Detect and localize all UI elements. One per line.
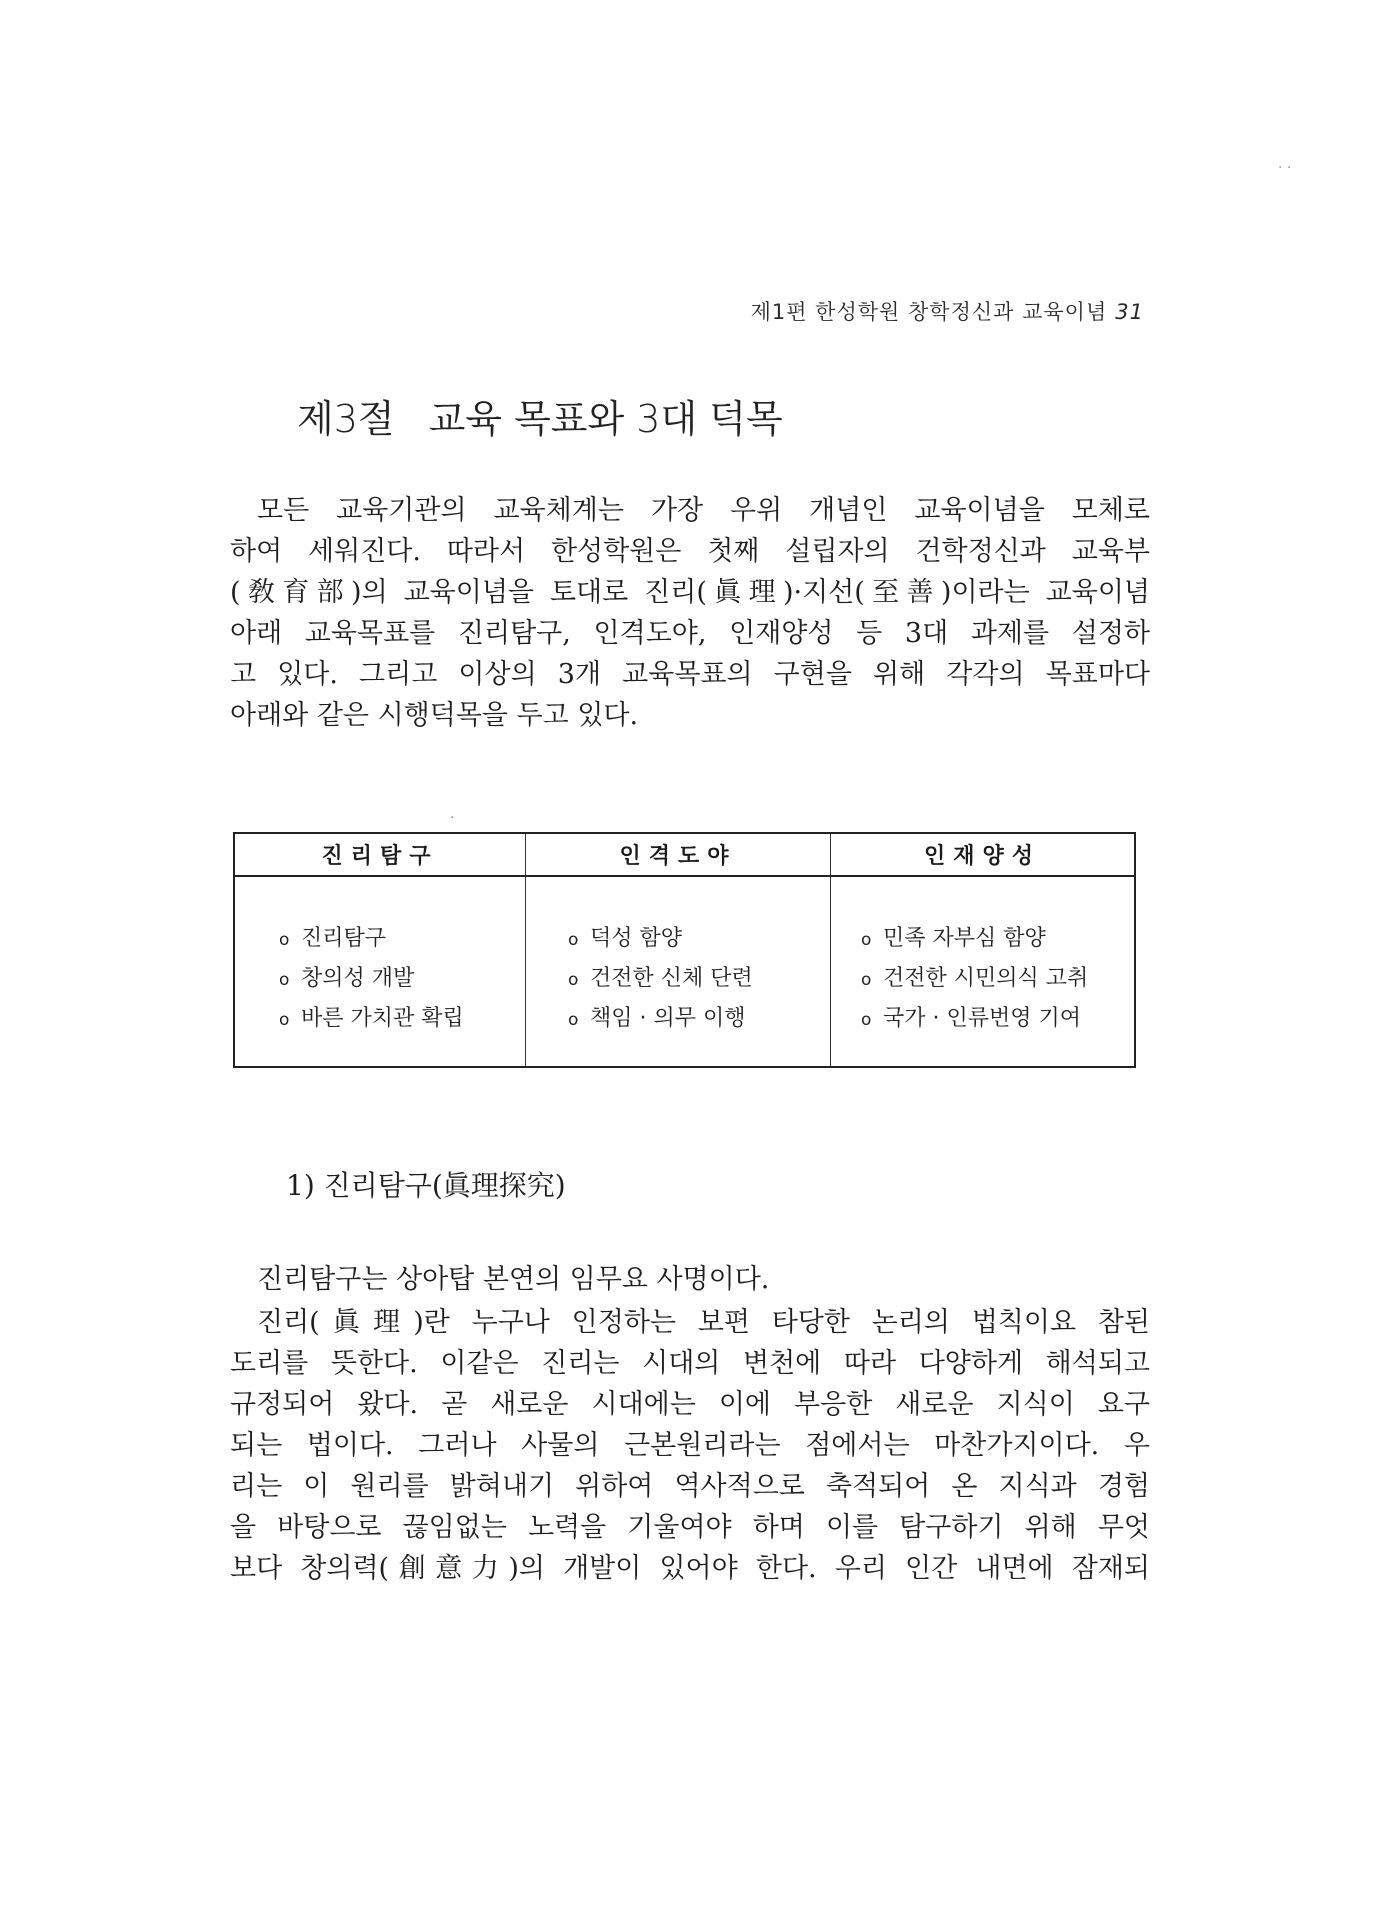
paragraph-line: 되는 법이다. 그러나 사물의 근본원리라는 점에서는 마찬가지이다. 우 bbox=[230, 1430, 1150, 1461]
section-number: 제3절 bbox=[297, 397, 395, 441]
virtue-item: o 진리탐구 bbox=[279, 919, 525, 959]
paragraph-line: 리는 이 원리를 밝혀내기 위하여 역사적으로 축적되어 온 지식과 경험 bbox=[230, 1471, 1150, 1502]
paragraph-line: 모든 교육기관의 교육체계는 가장 우위 개념인 교육이념을 모체로 bbox=[257, 495, 1150, 526]
paragraph-line: (敎育部)의 교육이념을 토대로 진리(眞理)·지선(至善)이라는 교육이념 bbox=[230, 577, 1150, 608]
intro-paragraph bbox=[230, 490, 1150, 736]
column-heading: 진리탐구 bbox=[235, 834, 525, 877]
paragraph-line: 진리(眞理)란 누구나 인정하는 보편 타당한 논리의 법칙이요 참된 bbox=[257, 1307, 1150, 1338]
paragraph-line: 보다 창의력(創意力)의 개발이 있어야 한다. 우리 인간 내면에 잠재되 bbox=[230, 1553, 1150, 1584]
body-lead bbox=[230, 1259, 1150, 1300]
scan-speck: · bbox=[450, 810, 455, 826]
virtue-item: o 국가 · 인류번영 기여 bbox=[861, 999, 1134, 1039]
virtue-list bbox=[526, 877, 830, 1039]
virtue-item: o 덕성 함양 bbox=[568, 919, 830, 959]
running-header-title: 제1편 한성학원 창학정신과 교육이념 bbox=[750, 300, 1108, 324]
virtue-item: o 책임 · 의무 이행 bbox=[568, 999, 830, 1039]
paragraph-line: 진리탐구는 상아탑 본연의 임무요 사명이다. bbox=[257, 1264, 770, 1295]
goals-column-character bbox=[526, 834, 831, 1066]
paragraph-line: 규정되어 왔다. 곧 새로운 시대에는 이에 부응한 새로운 지식이 요구 bbox=[230, 1389, 1150, 1420]
bullet-icon: o bbox=[568, 970, 579, 990]
column-heading: 인격도야 bbox=[526, 834, 830, 877]
virtue-item: o 바른 가치관 확립 bbox=[279, 999, 525, 1039]
goals-column-talent bbox=[831, 834, 1134, 1066]
goals-table bbox=[233, 832, 1136, 1068]
virtue-item: o 민족 자부심 함양 bbox=[861, 919, 1134, 959]
virtue-list bbox=[235, 877, 525, 1039]
virtue-item: o 건전한 신체 단련 bbox=[568, 959, 830, 999]
column-heading: 인재양성 bbox=[831, 834, 1134, 877]
section-title-text: 교육 목표와 3대 덕목 bbox=[428, 397, 783, 441]
bullet-icon: o bbox=[279, 1010, 290, 1030]
paragraph-line: 아래 교육목표를 진리탐구, 인격도야, 인재양성 등 3대 과제를 설정하 bbox=[230, 618, 1150, 649]
paragraph-line: 고 있다. 그리고 이상의 3개 교육목표의 구현을 위해 각각의 목표마다 bbox=[230, 659, 1150, 690]
bullet-icon: o bbox=[861, 930, 872, 950]
bullet-icon: o bbox=[279, 970, 290, 990]
bullet-icon: o bbox=[568, 1010, 579, 1030]
goals-column-truth bbox=[235, 834, 526, 1066]
section-title bbox=[297, 388, 783, 443]
bullet-icon: o bbox=[568, 930, 579, 950]
paragraph-line: 하여 세워진다. 따라서 한성학원은 첫째 설립자의 건학정신과 교육부 bbox=[230, 536, 1150, 567]
scan-speck: · · bbox=[1278, 160, 1292, 176]
subsection-heading: 1) 진리탐구(眞理探究) bbox=[286, 1169, 566, 1202]
paragraph-line: 을 바탕으로 끊임없는 노력을 기울여야 하며 이를 탐구하기 위해 무엇 bbox=[230, 1512, 1150, 1543]
virtue-item: o 건전한 시민의식 고취 bbox=[861, 959, 1134, 999]
bullet-icon: o bbox=[861, 970, 872, 990]
virtue-item: o 창의성 개발 bbox=[279, 959, 525, 999]
bullet-icon: o bbox=[279, 930, 290, 950]
page-number: 31 bbox=[1115, 300, 1144, 324]
paragraph-line: 도리를 뜻한다. 이같은 진리는 시대의 변천에 따라 다양하게 해석되고 bbox=[230, 1348, 1150, 1379]
bullet-icon: o bbox=[861, 1010, 872, 1030]
body-paragraph bbox=[230, 1302, 1150, 1589]
paragraph-line: 아래와 같은 시행덕목을 두고 있다. bbox=[230, 700, 639, 731]
running-header bbox=[751, 296, 1144, 326]
virtue-list bbox=[831, 877, 1134, 1039]
